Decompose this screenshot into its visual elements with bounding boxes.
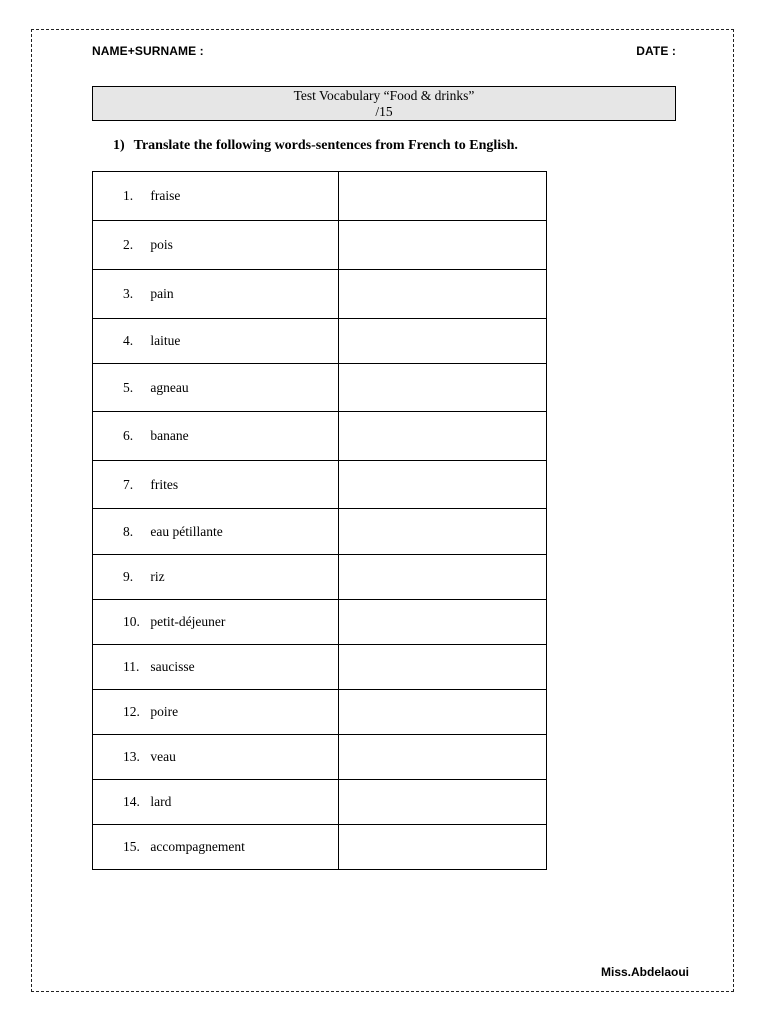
word-cell [93,270,339,319]
teacher-signature: Miss.Abdelaoui [600,965,689,979]
item-number: 3. [123,286,134,301]
french-word: petit-déjeuner [150,614,226,629]
item-number: 2. [123,237,134,252]
answer-cell[interactable] [339,270,547,319]
word-cell [93,509,339,555]
word-cell [93,412,339,461]
answer-cell[interactable] [339,364,547,412]
french-word: riz [150,569,165,584]
french-word: lard [150,794,172,809]
word-cell [93,461,339,509]
answer-cell[interactable] [339,645,547,690]
table-row [93,221,547,270]
answer-cell[interactable] [339,735,547,780]
answer-cell[interactable] [339,509,547,555]
table-row [93,645,547,690]
item-number: 14. [123,794,140,809]
table-row [93,690,547,735]
table-row [93,600,547,645]
french-word: banane [150,428,189,443]
table-row [93,412,547,461]
french-word: accompagnement [150,839,245,854]
table-row [93,364,547,412]
word-cell [93,600,339,645]
item-number: 8. [123,523,134,539]
answer-cell[interactable] [339,600,547,645]
answer-cell[interactable] [339,690,547,735]
instruction [113,138,518,154]
item-number: 5. [123,379,134,395]
french-word: eau pétillante [150,523,223,539]
answer-cell[interactable] [339,780,547,825]
word-cell [93,172,339,221]
vocabulary-table [92,171,547,870]
item-number: 12. [123,704,140,719]
table-row [93,172,547,221]
item-number: 9. [123,569,134,584]
table-row [93,780,547,825]
french-word: veau [150,749,176,764]
test-title: Test Vocabulary “Food & drinks” [293,88,475,103]
word-cell [93,364,339,412]
answer-cell[interactable] [339,172,547,221]
table-row [93,735,547,780]
word-cell [93,221,339,270]
item-number: 10. [123,614,140,629]
word-cell [93,825,339,870]
table-row [93,555,547,600]
word-cell [93,735,339,780]
name-surname-label: NAME+SURNAME : [92,44,204,58]
title-box [92,86,676,121]
instruction-text: Translate the following words-sentences from French to English. [133,138,518,153]
table-row [93,461,547,509]
table-row [93,270,547,319]
word-cell [93,555,339,600]
answer-cell[interactable] [339,319,547,364]
french-word: pain [150,286,174,301]
date-label: DATE : [636,44,676,58]
table-row [93,825,547,870]
score-total: /15 [375,104,393,119]
item-number: 15. [123,839,140,854]
item-number: 7. [123,476,134,492]
word-cell [93,645,339,690]
french-word: agneau [150,379,189,395]
table-row [93,509,547,555]
answer-cell[interactable] [339,555,547,600]
table-row [93,319,547,364]
french-word: laitue [150,333,181,348]
french-word: pois [150,237,173,252]
instruction-number: 1) [113,138,125,153]
item-number: 13. [123,749,140,764]
french-word: poire [150,704,179,719]
item-number: 1. [123,188,134,203]
french-word: saucisse [150,659,195,674]
french-word: fraise [150,188,181,203]
word-cell [93,690,339,735]
french-word: frites [150,476,179,492]
answer-cell[interactable] [339,825,547,870]
item-number: 4. [123,333,134,348]
item-number: 6. [123,428,134,443]
answer-cell[interactable] [339,221,547,270]
word-cell [93,319,339,364]
answer-cell[interactable] [339,412,547,461]
item-number: 11. [123,659,140,674]
word-cell [93,780,339,825]
answer-cell[interactable] [339,461,547,509]
